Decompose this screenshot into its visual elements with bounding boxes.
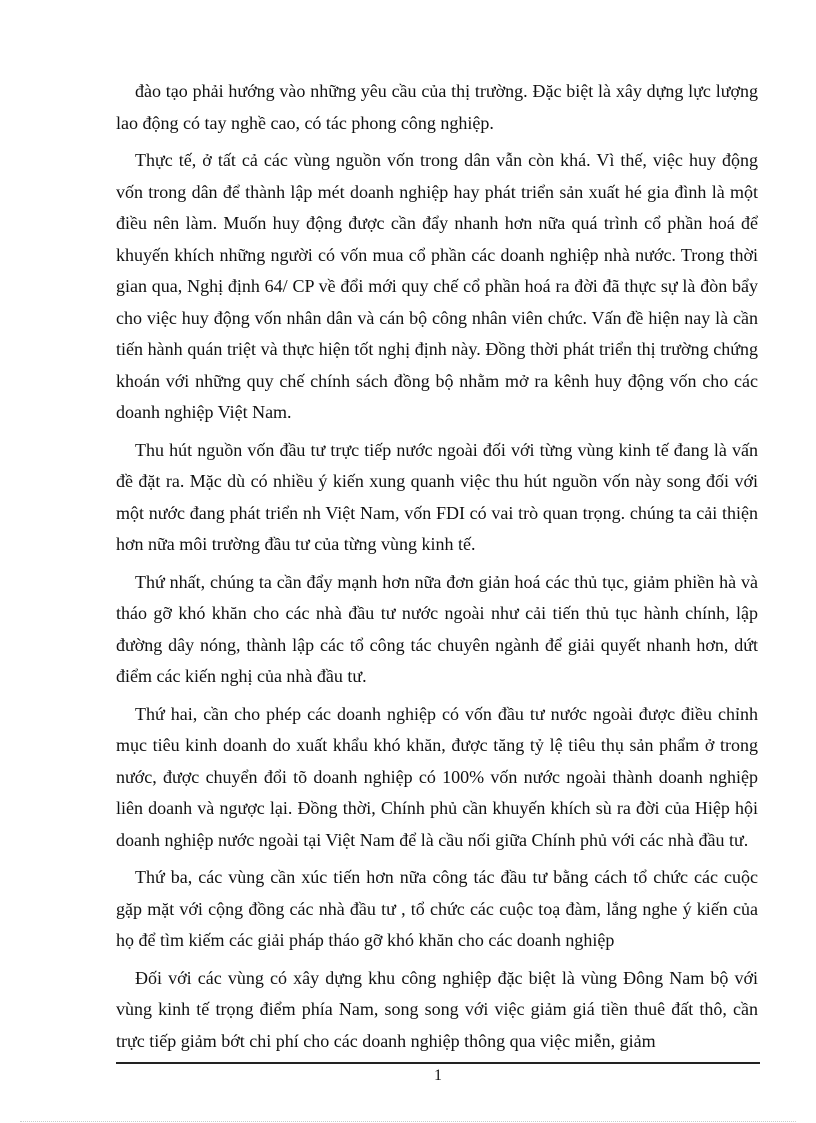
footer-divider <box>116 1062 760 1064</box>
paragraph-7: Đối với các vùng có xây dựng khu công nghiệp đặc biệt là vùng Đông Nam bộ với vùng kinh tế trọng điểm phía Nam, song song với việc giảm giá tiền thuê đất thô, cần trực tiếp giảm bớt chi phí cho các doanh nghiệp thông qua việc miễn, giảm <box>116 967 758 1051</box>
paragraph-5: Thứ hai, cần cho phép các doanh nghiệp có vốn đầu tư nước ngoài được điều chỉnh mục tiêu kinh doanh do xuất khẩu khó khăn, được tăng tỷ lệ tiêu thụ sản phẩm ở trong nước, được chuyển đổi tõ doanh nghiệp có 100% vốn nước ngoài thành doanh nghiệp liên doanh và ngược lại. Đồng thời, Chính phủ cần khuyến khích sù ra đời của Hiệp hội doanh nghiệp nước ngoài tại Việt Nam để là cầu nối giữa Chính phủ với các nhà đầu tư. <box>116 703 758 850</box>
document-body <box>116 76 758 1063</box>
paragraph-1: đào tạo phải hướng vào những yêu cầu của thị trường. Đặc biệt là xây dựng lực lượng lao động có tay nghề cao, có tác phong công nghiệp. <box>116 81 758 133</box>
paragraph-3: Thu hút nguồn vốn đầu tư trực tiếp nước ngoài đối với từng vùng kinh tế đang là vấn đề đặt ra. Mặc dù có nhiều ý kiến xung quanh việc thu hút nguồn vốn này song đối với một nước đang phát triển nh Việt Nam, vốn FDI có vai trò quan trọng. chúng ta cải thiện hơn nữa môi trường đầu tư của từng vùng kinh tế. <box>116 439 758 554</box>
page-bottom-dotted-line <box>20 1121 796 1122</box>
page-number: 1 <box>434 1067 442 1084</box>
paragraph-2: Thực tế, ở tất cả các vùng nguồn vốn trong dân vẫn còn khá. Vì thế, việc huy động vốn trong dân để thành lập mét doanh nghiệp hay phát triển sản xuất hé gia đình là một điều nên làm. Muốn huy động được cần đẩy nhanh hơn nữa quá trình cổ phần hoá để khuyến khích những người có vốn mua cổ phần các doanh nghiệp nhà nước. Trong thời gian qua, Nghị định 64/ CP về đổi mới quy chế cổ phần hoá ra đời đã thực sự là đòn bẩy cho việc huy động vốn nhân dân và cán bộ công nhân viên chức. Vấn đề hiện nay là cần tiến hành quán triệt và thực hiện tốt nghị định này. Đồng thời phát triển thị trường chứng khoán với những quy chế chính sách đồng bộ nhằm mở ra kênh huy động vốn cho các doanh nghiệp Việt Nam. <box>116 150 758 422</box>
paragraph-6: Thứ ba, các vùng cần xúc tiến hơn nữa công tác đầu tư bằng cách tổ chức các cuộc gặp mặt với cộng đồng các nhà đầu tư , tổ chức các cuộc toạ đàm, lắng nghe ý kiến của họ để tìm kiếm các giải pháp tháo gỡ khó khăn cho các doanh nghiệp <box>116 867 758 950</box>
paragraph-4: Thứ nhất, chúng ta cần đẩy mạnh hơn nữa đơn giản hoá các thủ tục, giảm phiền hà và tháo gỡ khó khăn cho các nhà đầu tư nước ngoài như cải tiến thủ tục hành chính, lập đường dây nóng, thành lập các tổ công tác chuyên ngành để giải quyết nhanh hơn, dứt điểm các kiến nghị của nhà đầu tư. <box>116 571 758 686</box>
